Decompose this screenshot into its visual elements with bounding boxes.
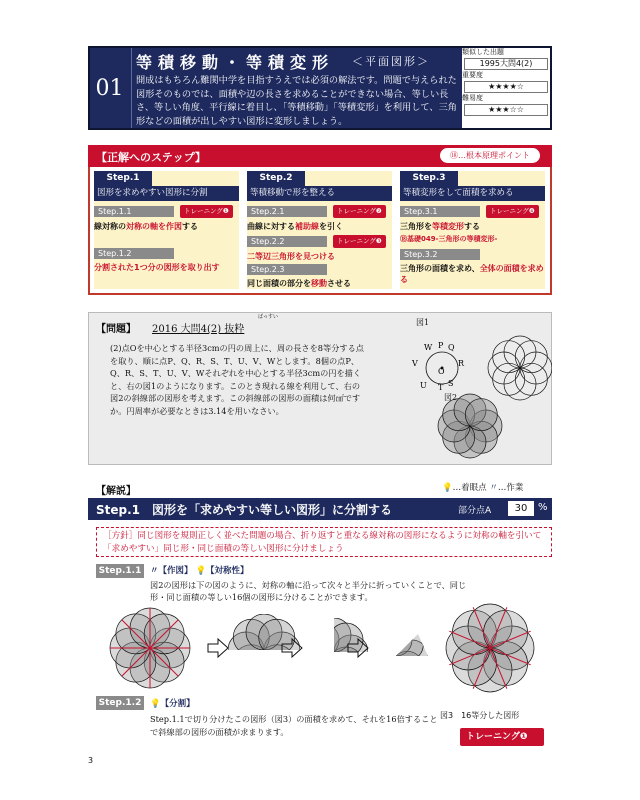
key-legend: ⑱…根本原理ポイント [440,148,540,163]
chapter-description: 開成はもちろん難関中学を目指すうえでは必須の解法です。問題で与えられた図形そのものでは、面積や辺の長さを求めることができない場合、等しい長さ、等しい角度、平行線に着目し、「等積移動」「等積変形」を利用して、三角形などの面積が出しやすい図形に変形しましょう。 [136,75,457,127]
fig1-points-diagram [411,341,465,392]
points-value: 30 [508,501,534,516]
step1-1-label: Step.1.1 [94,206,174,217]
step3-1-text [400,221,545,232]
step1-1-desc: 図2の図形は下の図のように、対称の軸に沿って次々と半分に折っていくことで、同じ形・同じ面積の等しい16個の図形に分けることができます。 [150,580,467,602]
step3-bar: 等積変形をして面積を求める [400,186,545,201]
petal-circle [465,399,497,431]
label-r: R [458,359,465,368]
problem-figures [404,326,552,464]
petal-circle [364,640,396,672]
points-label: 部分点A [458,506,492,516]
text-highlight: 移動 [311,279,327,288]
percent-sign: % [538,502,548,513]
ruby-text: ばっすい [258,314,279,320]
steps-title: 【正解へのステップ】 [96,151,206,164]
step1-column [94,171,239,289]
step3-2-label: Step.3.2 [400,249,480,260]
text-part: 同じ面積の部分を [247,279,311,288]
step2-3-text [247,278,392,289]
fig1-label: 図1 [416,318,430,327]
similar-label: 類似した出題 [462,48,504,56]
fig1-rosette [488,336,552,400]
petal-circle [515,341,547,373]
fig2-rosette [438,394,502,458]
importance-label: 重要度 [462,71,483,79]
step2-3-label: Step.2.3 [247,264,327,275]
clipped-rosette [228,614,300,686]
info-panel [462,48,550,128]
legend-work: …作業 [497,483,524,493]
label-t: T [438,383,444,392]
page-number: 3 [88,756,94,765]
label-q: Q [448,343,455,352]
step3-tag: Step.3 [400,171,458,186]
policy-box: ［方針］同じ図形を規則正しく並べた問題の場合、折り返すと重なる線対称の図形になるように対称の軸を引いて「求めやすい」同じ形・同じ面積の等しい図形に分けましょう [96,527,552,557]
step1-1-text [94,221,239,232]
arrow-icon [208,639,228,657]
label-u: U [420,381,427,390]
chapter-number: 01 [88,48,132,128]
petal-circle [259,645,295,681]
label-v: V [412,359,418,368]
text-highlight: 対称の軸を作図 [126,222,182,231]
bulb-icon: 💡 [442,483,453,493]
text-part: させる [327,279,351,288]
petal-circle [259,619,295,655]
training-2-badge[interactable]: トレーニング❷ [333,205,386,218]
text-part: 三角形の面積を求め、 [400,264,480,273]
step2-bar: 等積移動で形を整える [247,186,392,201]
difficulty-value: ★★★☆☆ [464,104,548,116]
petal-circle [300,635,334,669]
text-part: 三角形を [400,222,432,231]
petal-circle [391,651,423,683]
petal-circle [305,647,339,681]
text-part: 線対称の [94,222,126,231]
step1-2-label: Step.1.2 [94,248,174,259]
reference-link[interactable]: ⑱基礎049-三角形の等積変形- [400,235,498,243]
petal-circle [317,652,351,686]
clipped-rosette [364,624,428,688]
petal-circle [233,645,269,681]
fold-figure-half [228,614,300,686]
text-part: する [464,222,480,231]
text-highlight: 等積変形 [432,222,464,231]
petal-circle [380,656,412,688]
text-part: する [182,222,198,231]
training-1-badge[interactable]: トレーニング❶ [180,205,233,218]
label-s: S [448,379,454,388]
fig3-rosette [446,604,534,692]
step1-2-desc: Step.1.1で切り分けたこの図形（図3）の面積を求めて、それを16倍することで斜線部の図形の面積が求まります。 [150,714,438,737]
petal-circle [369,629,401,661]
step1-tag: Step.1 [94,171,152,186]
chapter-title: 等積移動・等積変形 [136,53,335,72]
problem-heading: 【問題】 [96,324,136,335]
legend-focus: …着眼点 [452,483,487,493]
step2-tag: Step.2 [247,171,305,186]
step3-column [400,171,545,289]
petal-circle [246,650,282,686]
difficulty-label: 難易度 [462,94,483,102]
chapter-subtitle: ＜平面図形＞ [352,55,430,68]
step1-1-tags: 〃【作図】 💡【対称性】 [150,566,249,576]
step1-2-text: 分割された1つ分の図形を取り出す [94,263,220,272]
solution-legend [442,481,523,493]
fold-figure-eighth [364,624,428,688]
text-part: 曲線に対する [247,222,295,231]
step1-2-tag: Step.1.2 [96,696,144,710]
text-highlight: 補助線 [295,222,319,231]
step1-2-tags: 💡【分割】 [150,699,195,709]
label-p: P [438,341,444,350]
solution-heading: 【解説】 [96,486,136,497]
step1-bar: 図形を求めやすい図形に分割 [94,186,239,201]
training-4-badge[interactable]: トレーニング❹ [486,205,539,218]
fold-figure-full [110,608,190,688]
text-highlight: 全体の面積を求める [400,264,544,284]
petal-circle [391,629,423,661]
label-w: W [424,343,433,352]
fig2-label: 図2 [444,393,458,402]
step3-2-text [400,263,545,285]
training-3-badge[interactable]: トレーニング❸ [333,235,386,248]
step1-1-tag: Step.1.1 [96,564,144,578]
step2-1-label: Step.2.1 [247,206,327,217]
step2-2-label: Step.2.2 [247,236,327,247]
text-part: を引く [319,222,343,231]
similar-value: 1995大問4(2) [464,58,548,70]
folding-diagram [96,600,552,696]
training-1-button[interactable]: トレーニング❶ [460,728,544,746]
fig3-caption: 図3 16等分した図形 [440,711,520,720]
label-o: O [438,367,445,376]
petal-circle [369,651,401,683]
importance-value: ★★★★☆ [464,81,548,93]
petal-circle [305,623,339,657]
step2-column [247,171,392,289]
step2-2-text: 二等辺三角形を見つける [247,252,335,261]
step1-title: Step.1 図形を「求めやすい等しい図形」に分割する [96,503,393,517]
problem-source: 2016 大問4(2) 抜粋 [152,324,245,335]
pencil-icon: 〃 [489,483,498,493]
problem-body: (2)点Oを中心とする半径3cmの円の周上に、周の長さを8等分する点を取り、順に点P、Q、R、S、T、U、V、Wとします。8個の点P、Q、R、S、T、U、V、Wそれぞれを中心とする半径3cmの円を描くと、右の図1のようになります。このとき現れる線を利用して、右の図2の斜線部の図形を考えます。この斜線部の図形の面積は何㎠ですか。円周率が必要なときは3.14を用いなさい。 [110,343,364,416]
step3-1-label: Step.3.1 [400,206,480,217]
step2-1-text [247,221,392,232]
